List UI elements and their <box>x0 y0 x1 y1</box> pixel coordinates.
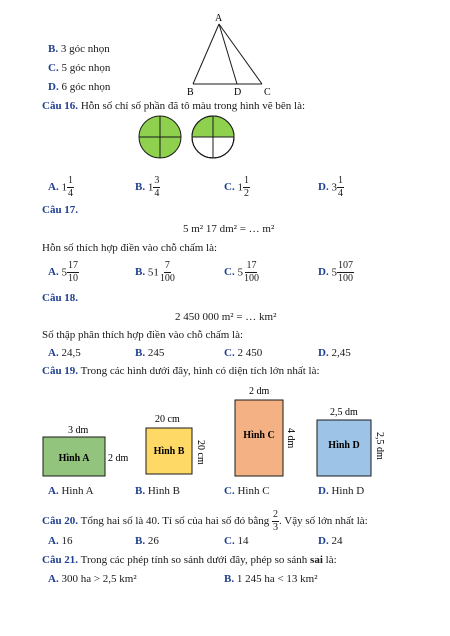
option-letter: D. <box>318 485 329 497</box>
ratio-fraction <box>272 510 279 533</box>
option-whole: 1 <box>61 181 67 194</box>
option-text: 2,45 <box>331 347 351 359</box>
option-text: 24,5 <box>61 347 81 359</box>
q19-option-b[interactable] <box>135 485 180 497</box>
option-letter: D. <box>318 347 329 359</box>
option-text: 6 góc nhọn <box>61 81 111 93</box>
numerator: 107 <box>337 260 353 271</box>
option-letter: B. <box>135 535 146 547</box>
question-text-after: là: <box>325 554 337 566</box>
option-text: 24 <box>331 535 343 547</box>
numerator: 17 <box>67 260 78 271</box>
option-text: Hình C <box>237 485 270 497</box>
option-letter: B. <box>135 266 146 279</box>
option-whole: 51 <box>147 266 159 279</box>
denominator: 4 <box>337 188 343 199</box>
option-text: 2 450 <box>237 347 263 359</box>
option-text: Hình A <box>61 485 94 497</box>
question-text-bold: sai <box>310 554 323 566</box>
denominator: 100 <box>243 273 259 284</box>
q21-option-a[interactable] <box>48 573 137 585</box>
shape-d-name: Hình D <box>328 440 360 451</box>
option-text: 3 góc nhọn <box>60 43 110 55</box>
option-letter: B. <box>135 347 146 359</box>
option-letter: A. <box>48 485 59 497</box>
option-text: Hình B <box>147 485 180 497</box>
shape-c-top-label: 2 dm <box>249 386 270 397</box>
q19-option-a[interactable] <box>48 485 94 497</box>
option-letter: D. <box>318 535 329 547</box>
option-whole: 3 <box>331 181 337 194</box>
q20-option-d[interactable] <box>318 535 342 547</box>
option-letter: A. <box>48 181 59 194</box>
denominator: 100 <box>159 273 175 284</box>
q19-option-c[interactable] <box>224 485 270 497</box>
question-18-prompt: Số thập phân thích hợp điền vào chỗ chấm là: <box>42 329 244 341</box>
denominator: 4 <box>154 188 160 199</box>
option-letter: C. <box>224 181 235 194</box>
option-text: Hình D <box>331 485 365 497</box>
denominator: 2 <box>243 188 249 199</box>
numerator: 7 <box>164 260 170 271</box>
shape-b-side-label: 20 cm <box>195 440 206 465</box>
shape-c-side-label: 4 dm <box>285 428 296 449</box>
option-letter: C. <box>224 485 235 497</box>
vertex-label-c: C <box>264 87 271 98</box>
shape-d-side-label: 2,5 dm <box>374 432 385 460</box>
q19-option-d[interactable] <box>318 485 364 497</box>
shape-a-top-label: 3 dm <box>68 425 89 436</box>
option-text: 300 ha > 2,5 km² <box>61 573 137 585</box>
option-text: 16 <box>61 535 73 547</box>
option-text: 1 245 ha < 13 km² <box>236 573 318 585</box>
question-text: Hỗn số chỉ số phần đã tô màu trong hình vẽ bên là: <box>80 100 306 112</box>
option-letter: B. <box>135 485 146 497</box>
question-17-number: Câu 17. <box>42 204 79 216</box>
option-letter: C. <box>224 266 235 279</box>
numerator: 1 <box>337 175 343 186</box>
vertex-label-b: B <box>187 87 194 98</box>
q21-option-b[interactable] <box>224 573 318 585</box>
option-whole: 1 <box>237 181 243 194</box>
numerator: 17 <box>246 260 257 271</box>
option-whole: 5 <box>237 266 243 279</box>
question-text: Trong các hình dưới đây, hình có diện tích lớn nhất là: <box>80 365 320 377</box>
question-number: Câu 19. <box>42 365 79 377</box>
shape-b-top-label: 20 cm <box>155 414 180 425</box>
shape-a-name: Hình A <box>58 453 90 464</box>
option-letter: D. <box>48 81 59 93</box>
q20-option-c[interactable] <box>224 535 248 547</box>
option-text: 26 <box>147 535 159 547</box>
question-text-after: . Vậy số lớn nhất là: <box>278 515 368 528</box>
option-letter: B. <box>48 43 59 55</box>
question-18-equation: 2 450 000 m² = … km² <box>175 311 277 323</box>
option-letter: A. <box>48 573 59 585</box>
shape-c-name: Hình C <box>243 430 275 441</box>
shape-b-name: Hình B <box>153 446 185 457</box>
shape-a-side-label: 2 dm <box>108 453 129 464</box>
q20-option-b[interactable] <box>135 535 159 547</box>
question-17-equation: 5 m² 17 dm² = … m² <box>183 223 275 235</box>
numerator: 1 <box>243 175 249 186</box>
option-text: 5 góc nhọn <box>61 62 111 74</box>
option-letter: C. <box>224 347 235 359</box>
option-letter: B. <box>135 181 146 194</box>
option-text: 245 <box>147 347 165 359</box>
vertex-label-a: A <box>215 13 223 24</box>
question-20 <box>42 510 368 533</box>
question-number: Câu 21. <box>42 554 79 566</box>
numerator: 3 <box>154 175 160 186</box>
question-number: Câu 20. <box>42 515 79 528</box>
option-whole: 5 <box>331 266 337 279</box>
question-text-before: Tổng hai số là 40. Tỉ số của hai số đó bằng <box>80 515 270 528</box>
option-letter: A. <box>48 535 59 547</box>
question-text-before: Trong các phép tính so sánh dưới đây, phép so sánh <box>80 554 308 566</box>
shape-d-top-label: 2,5 dm <box>330 407 358 418</box>
option-letter: D. <box>318 181 329 194</box>
denominator: 100 <box>337 273 353 284</box>
numerator: 2 <box>272 509 278 520</box>
denominator: 3 <box>272 522 278 533</box>
denominator: 4 <box>67 188 73 199</box>
denominator: 10 <box>67 273 78 284</box>
option-letter: A. <box>48 347 59 359</box>
option-letter: A. <box>48 266 59 279</box>
question-17-prompt: Hỗn số thích hợp điền vào chỗ chấm là: <box>42 242 218 254</box>
option-whole: 5 <box>61 266 67 279</box>
vertex-label-d: D <box>234 87 242 98</box>
question-21 <box>42 554 337 566</box>
numerator: 1 <box>67 175 73 186</box>
option-letter: C. <box>48 62 59 74</box>
q20-option-a[interactable] <box>48 535 72 547</box>
option-letter: D. <box>318 266 329 279</box>
option-letter: C. <box>224 535 235 547</box>
question-number: Câu 16. <box>42 100 79 112</box>
question-18-number: Câu 18. <box>42 292 79 304</box>
option-letter: B. <box>224 573 235 585</box>
option-text: 14 <box>237 535 249 547</box>
option-whole: 1 <box>147 181 154 194</box>
